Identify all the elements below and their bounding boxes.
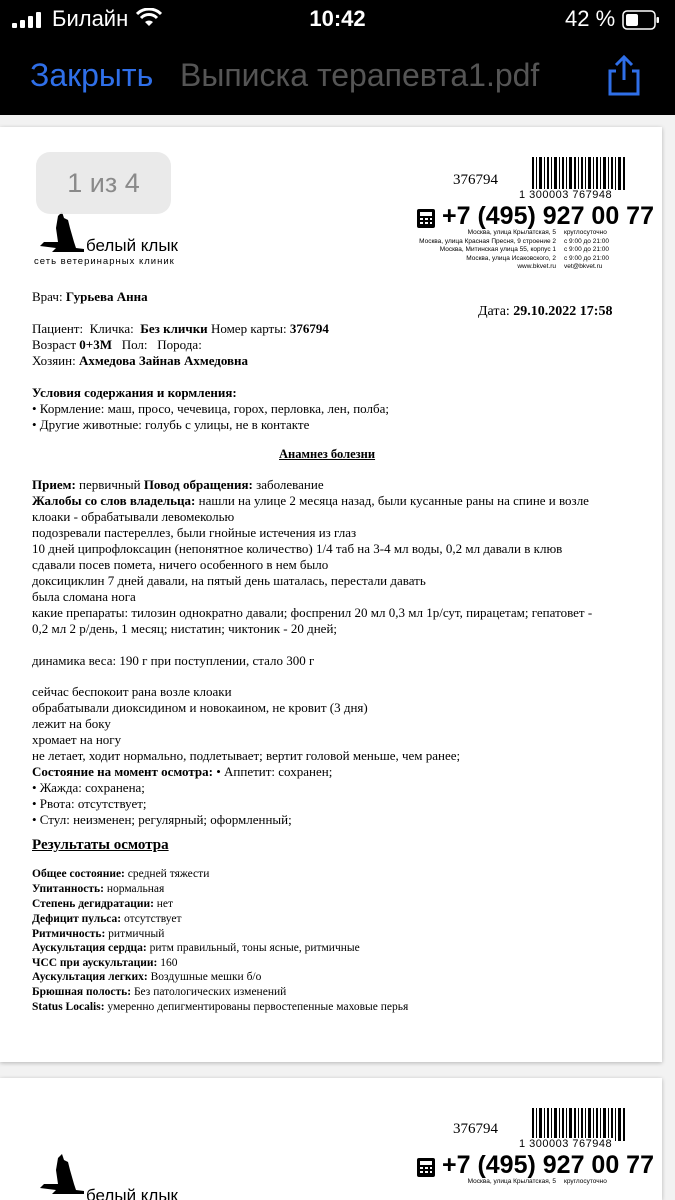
age-line: Возраст 0+3М Пол: Порода: bbox=[32, 337, 202, 352]
barcode-number: 1 300003 767948 bbox=[519, 189, 613, 201]
complaints-line: Жалобы со слов владельца: нашли на улице 2 месяца назад, были кусанные раны на спине и возле bbox=[32, 493, 589, 508]
conditions-heading: Условия содержания и кормления: bbox=[32, 385, 237, 400]
owner-line: Хозяин: Ахмедова Зайнав Ахмедовна bbox=[32, 353, 249, 368]
state-item: • Рвота: отсутствует; bbox=[32, 796, 147, 811]
clinic-logo-name: белый клык bbox=[86, 236, 178, 255]
clinic-phone: +7 (495) 927 00 77 bbox=[442, 1151, 654, 1179]
other-animals-line: • Другие животные: голубь с улицы, не в контакте bbox=[32, 417, 310, 432]
clinic-logo-subtitle: сеть ветеринарных клиник bbox=[34, 256, 175, 267]
reception-line: Прием: первичный Повод обращения: заболевание bbox=[32, 477, 324, 492]
card-number: 376794 bbox=[453, 1121, 498, 1137]
result-item: Общее состояние: средней тяжести bbox=[32, 868, 210, 880]
pdf-page-2 bbox=[0, 1078, 662, 1200]
result-item: Упитанность: нормальная bbox=[32, 883, 165, 895]
address-row: Москва, улица Исаковского, 2 с 9:00 до 21:00 bbox=[466, 254, 609, 262]
clinic-addresses bbox=[360, 229, 622, 272]
patient-line: Пациент: Кличка: Без клички Номер карты: 376794 bbox=[32, 321, 329, 336]
result-item: Аускультация сердца: ритм правильный, тоны ясные, ритмичные bbox=[32, 942, 360, 954]
state-item: • Жажда: сохранена; bbox=[32, 780, 145, 795]
anamnesis-line: какие препараты: тилозин однократно давали; фоспренил 20 мл 0,3 мл 1р/сут, пирацетам; гепатовет - bbox=[32, 605, 593, 620]
anamnesis-heading: Анамнез болезни bbox=[279, 447, 376, 461]
pdf-page-1 bbox=[0, 127, 662, 1062]
anamnesis-line: лежит на боку bbox=[32, 716, 111, 731]
clinic-phone: +7 (495) 927 00 77 bbox=[442, 202, 654, 230]
dog-logo-icon bbox=[34, 212, 86, 252]
barcode bbox=[532, 1108, 627, 1141]
state-line: Состояние на момент осмотра: • Аппетит: сохранен; bbox=[32, 764, 333, 779]
anamnesis-line: подозревали пастереллез, были гнойные истечения из глаз bbox=[32, 525, 357, 540]
weight-dynamics-line: динамика веса: 190 г при поступлении, стало 300 г bbox=[32, 653, 315, 668]
address-row: www.bkvet.ru vet@bkvet.ru bbox=[517, 263, 603, 270]
clinic-addresses bbox=[360, 1178, 622, 1187]
anamnesis-line: не летает, ходит нормально, подлетывает; вертит головой меньше, чем ранее; bbox=[32, 748, 461, 763]
result-item: Ритмичность: ритмичный bbox=[32, 928, 165, 940]
result-item: Status Localis: умеренно депигментированы первостепенные маховые перья bbox=[32, 1001, 409, 1013]
carrier-name: Билайн bbox=[52, 6, 129, 31]
phone-icon bbox=[416, 1156, 436, 1178]
anamnesis-line: была сломана нога bbox=[32, 589, 136, 604]
page-indicator: 1 из 4 bbox=[36, 152, 171, 214]
feeding-line: • Кормление: маш, просо, чечевица, горох, перловка, лен, полба; bbox=[32, 401, 389, 416]
visit-date: Дата: 29.10.2022 17:58 bbox=[478, 304, 613, 319]
anamnesis-line: клоаки - обрабатывали левомеколью bbox=[32, 509, 235, 524]
share-icon[interactable] bbox=[604, 54, 644, 98]
address-row: Москва, улица Крылатская, 5 круглосуточно bbox=[467, 1178, 607, 1185]
battery-icon bbox=[622, 10, 660, 30]
address-row: Москва, улица Красная Пресня, 9 строение 2 с 9:00 до 21:00 bbox=[419, 237, 609, 245]
anamnesis-line: сейчас беспокоит рана возле клоаки bbox=[32, 684, 232, 699]
address-row: Москва, Митинская улица 55, корпус 1 с 9:00 до 21:00 bbox=[439, 246, 609, 253]
anamnesis-line: обрабатывали диоксидином и новокаином, не кровит (3 дня) bbox=[32, 700, 368, 715]
anamnesis-line: 10 дней ципрофлоксацин (непонятное количество) 1/4 таб на 3-4 мл воды, 0,2 мл давали в клюв bbox=[32, 541, 563, 556]
status-bar bbox=[0, 0, 675, 40]
document-title: Выписка терапевта1.pdf bbox=[180, 57, 540, 93]
address-row: Москва, улица Крылатская, 5 круглосуточно bbox=[467, 229, 607, 236]
result-item: Аускультация легких: Воздушные мешки б/о bbox=[32, 971, 262, 983]
phone-icon bbox=[416, 207, 436, 229]
card-number: 376794 bbox=[453, 172, 498, 188]
anamnesis-line: 0,2 мл 2 р/день, 1 месяц; нистатин; чиктоник - 20 дней; bbox=[32, 621, 338, 636]
state-item: • Стул: неизменен; регулярный; оформленный; bbox=[32, 812, 292, 827]
results-heading: Результаты осмотра bbox=[32, 837, 169, 853]
result-item: Степень дегидратации: нет bbox=[32, 898, 174, 910]
viewer-toolbar bbox=[0, 40, 675, 115]
battery-percent: 42 % bbox=[565, 6, 616, 31]
doctor-line: Врач: Гурьева Анна bbox=[32, 289, 148, 304]
close-button[interactable]: Закрыть bbox=[30, 57, 154, 93]
anamnesis-line: сдавали посев помета, ничего особенного в нем было bbox=[32, 557, 329, 572]
result-item: ЧСС при аускультации: 160 bbox=[32, 957, 178, 969]
clinic-logo-name: белый клык bbox=[86, 1186, 178, 1200]
anamnesis-line: доксициклин 7 дней давали, на пятый день шаталась, перестали давать bbox=[32, 573, 426, 588]
clock: 10:42 bbox=[309, 6, 366, 31]
barcode-number: 1 300003 767948 bbox=[519, 1138, 613, 1150]
barcode bbox=[532, 157, 627, 190]
result-item: Дефицит пульса: отсутствует bbox=[32, 913, 182, 925]
result-item: Брюшная полость: Без патологических изменений bbox=[32, 986, 287, 998]
anamnesis-line: хромает на ногу bbox=[32, 732, 122, 747]
dog-logo-icon bbox=[34, 1154, 86, 1194]
